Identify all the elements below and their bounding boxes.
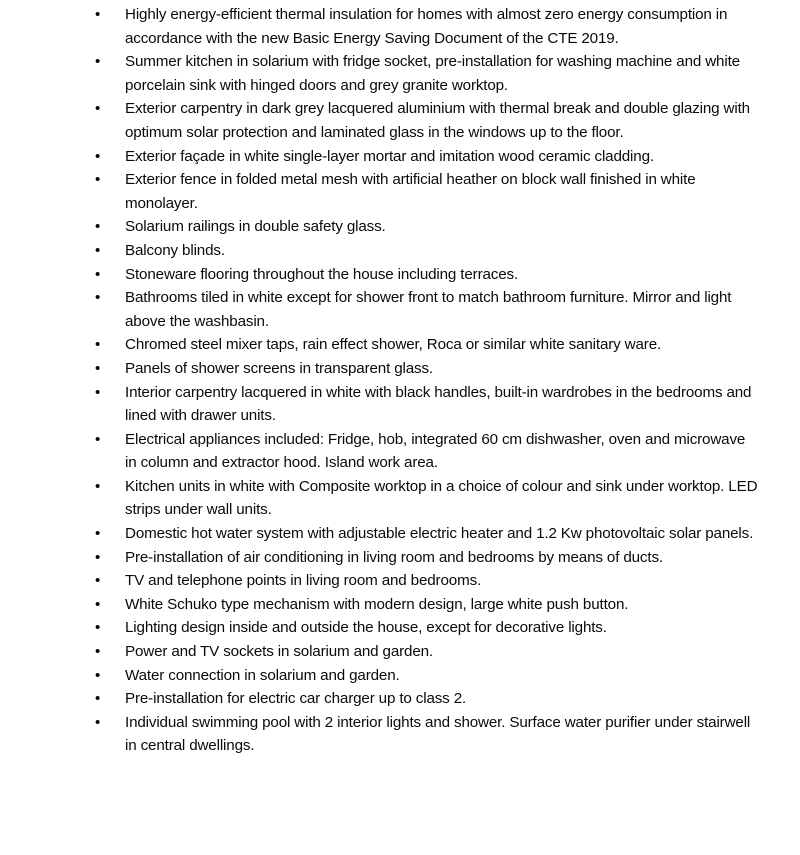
document-page	[0, 3, 800, 758]
list-item	[0, 522, 800, 546]
list-item	[0, 640, 800, 664]
bullet-icon: •	[95, 218, 101, 236]
list-item-text: Electrical appliances included: Fridge, hob, integrated 60 cm dishwasher, oven and microwave in column and extractor hood. Island work area.	[125, 430, 746, 472]
bullet-icon: •	[95, 53, 101, 71]
bullet-icon: •	[95, 265, 101, 283]
list-item	[0, 97, 800, 144]
list-item	[0, 569, 800, 593]
list-item	[0, 3, 800, 50]
list-item-text: Pre-installation of air conditioning in living room and bedrooms by means of ducts.	[125, 548, 663, 566]
bullet-icon: •	[95, 619, 101, 637]
list-item	[0, 357, 800, 381]
bullet-icon: •	[95, 595, 101, 613]
list-item-text: Balcony blinds.	[125, 241, 225, 259]
list-item-text: Exterior fence in folded metal mesh with artificial heather on block wall finished in white monolayer.	[125, 171, 696, 212]
list-item	[0, 286, 800, 333]
list-item-text: Exterior façade in white single-layer mortar and imitation wood ceramic cladding.	[125, 147, 654, 165]
list-item-text: Highly energy-efficient thermal insulation for homes with almost zero energy consumption in accordance with the new Basic Energy Saving Document of the CTE 2019.	[125, 6, 728, 47]
list-item	[0, 616, 800, 640]
bullet-icon: •	[95, 147, 101, 165]
bullet-icon: •	[95, 643, 101, 661]
bullet-icon: •	[95, 525, 101, 543]
list-item-text: Lighting design inside and outside the house, except for decorative lights.	[125, 619, 607, 637]
bullet-icon: •	[95, 666, 101, 684]
list-item-text: TV and telephone points in living room and bedrooms.	[125, 572, 482, 590]
list-item	[0, 475, 800, 522]
list-item	[0, 381, 800, 428]
list-item-text: Pre-installation for electric car charger up to class 2.	[125, 690, 467, 708]
list-item-text: Solarium railings in double safety glass.	[125, 218, 386, 236]
features-bullet-list	[0, 3, 800, 758]
bullet-icon: •	[95, 383, 101, 401]
bullet-icon: •	[95, 100, 101, 118]
list-item	[0, 593, 800, 617]
bullet-icon: •	[95, 477, 101, 495]
bullet-icon: •	[95, 171, 101, 189]
list-item	[0, 428, 800, 475]
list-item	[0, 546, 800, 570]
list-item-text: Summer kitchen in solarium with fridge socket, pre-installation for washing machine and white porcelain sink with hinged doors and grey granite worktop.	[125, 53, 740, 94]
list-item-text: Domestic hot water system with adjustable electric heater and 1.2 Kw photovoltaic solar panels.	[125, 525, 754, 543]
list-item-text: Stoneware flooring throughout the house including terraces.	[125, 265, 519, 283]
list-item	[0, 711, 800, 758]
list-item	[0, 215, 800, 239]
bullet-icon: •	[95, 359, 101, 377]
list-item-text: Chromed steel mixer taps, rain effect shower, Roca or similar white sanitary ware.	[125, 336, 662, 354]
list-item-text: Interior carpentry lacquered in white with black handles, built-in wardrobes in the bedrooms and lined with drawer units.	[125, 383, 752, 425]
list-item	[0, 687, 800, 711]
list-item-text: White Schuko type mechanism with modern design, large white push button.	[125, 595, 629, 613]
bullet-icon: •	[95, 690, 101, 708]
bullet-icon: •	[95, 241, 101, 259]
list-item-text: Water connection in solarium and garden.	[125, 666, 400, 684]
bullet-icon: •	[95, 572, 101, 590]
list-item-text: Panels of shower screens in transparent glass.	[125, 359, 433, 377]
bullet-icon: •	[95, 430, 101, 448]
bullet-icon: •	[95, 713, 101, 731]
bullet-icon: •	[95, 548, 101, 566]
list-item-text: Power and TV sockets in solarium and garden.	[125, 643, 434, 661]
list-item-text: Individual swimming pool with 2 interior lights and shower. Surface water purifier under stairwell in central dwellings.	[125, 713, 751, 755]
bullet-icon: •	[95, 6, 101, 23]
bullet-icon: •	[95, 336, 101, 354]
list-item	[0, 263, 800, 287]
list-item-text: Bathrooms tiled in white except for shower front to match bathroom furniture. Mirror and light above the washbasin.	[125, 289, 732, 330]
list-item-text: Kitchen units in white with Composite worktop in a choice of colour and sink under worktop. LED strips under wall units.	[125, 477, 758, 519]
list-item	[0, 333, 800, 357]
list-item	[0, 239, 800, 263]
list-item	[0, 145, 800, 169]
list-item	[0, 168, 800, 215]
bullet-icon: •	[95, 289, 101, 307]
list-item	[0, 50, 800, 97]
list-item	[0, 664, 800, 688]
list-item-text: Exterior carpentry in dark grey lacquered aluminium with thermal break and double glazing with optimum solar protection and laminated glass in the windows up to the floor.	[125, 100, 750, 141]
